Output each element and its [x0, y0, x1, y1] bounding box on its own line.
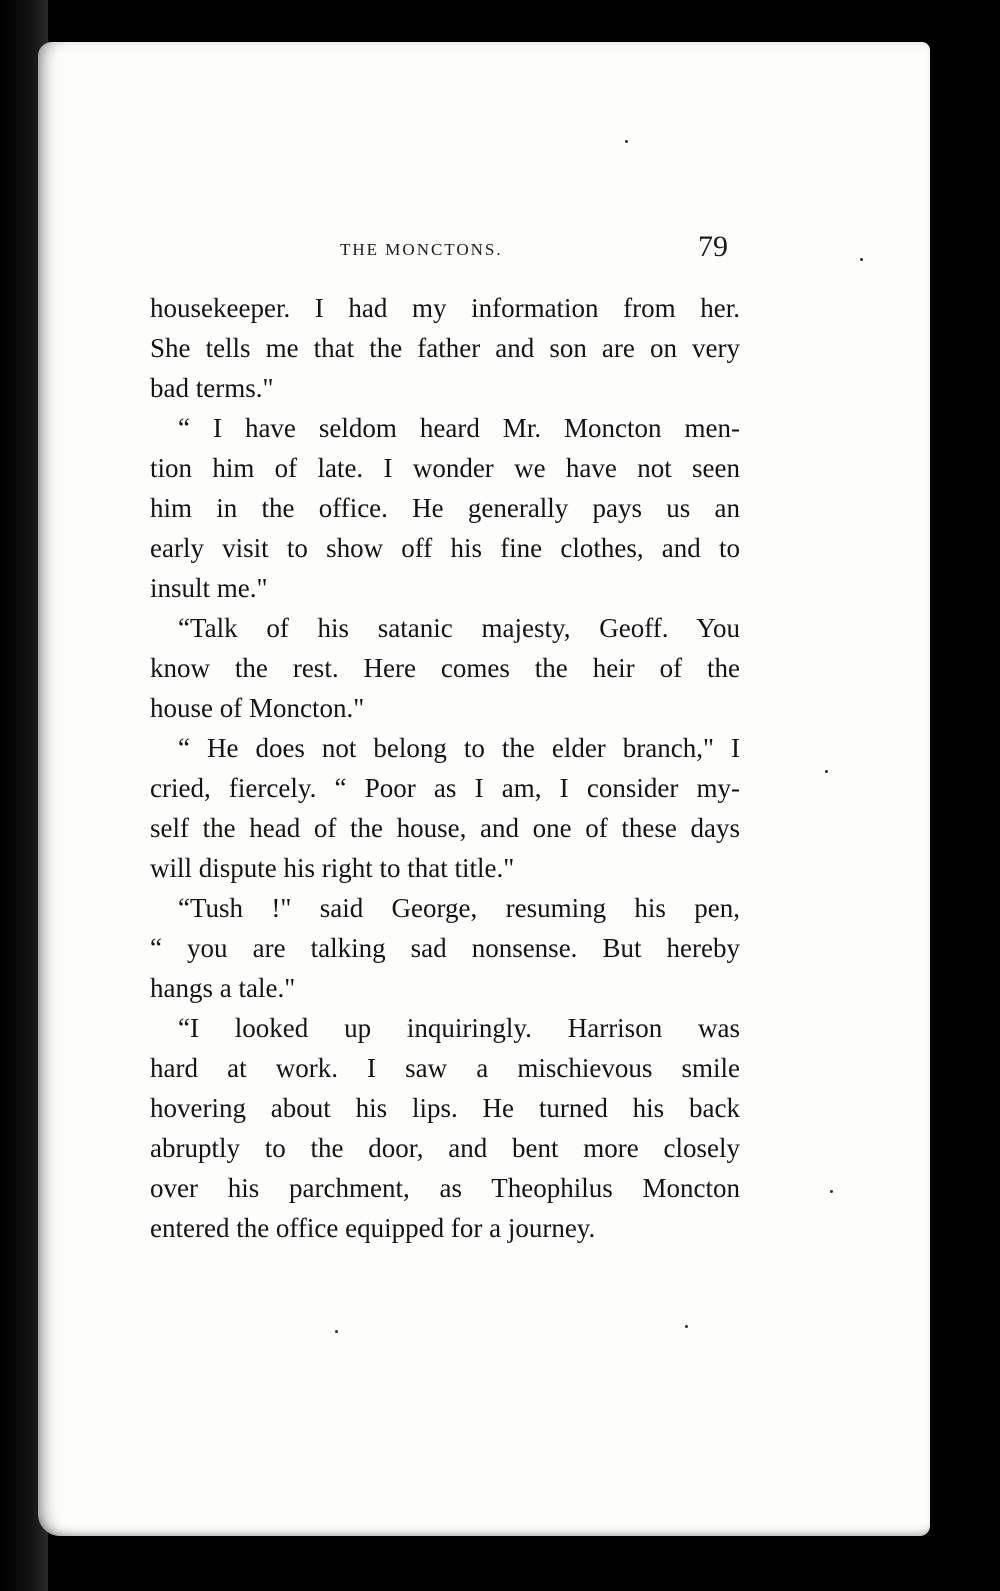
text-line: abruptly to the door, and bent more closely	[150, 1133, 740, 1163]
text-line: bad terms."	[150, 373, 274, 403]
text-line: hard at work. I saw a mischievous smile	[150, 1053, 740, 1083]
text-line: “ He does not belong to the elder branch," I	[178, 733, 740, 763]
print-speck	[625, 140, 628, 143]
text-line: hovering about his lips. He turned his back	[150, 1093, 740, 1123]
print-speck	[685, 1325, 688, 1328]
text-line: will dispute his right to that title."	[150, 853, 515, 883]
body-text	[150, 288, 740, 1248]
text-line: over his parchment, as Theophilus Moncton	[150, 1173, 740, 1203]
text-line: “ you are talking sad nonsense. But hereby	[150, 933, 740, 963]
print-speck	[335, 1330, 338, 1333]
text-line: insult me."	[150, 573, 268, 603]
text-line: entered the office equipped for a journey.	[150, 1213, 596, 1243]
print-speck	[830, 1190, 833, 1193]
print-speck	[825, 770, 828, 773]
text-line: know the rest. Here comes the heir of the	[150, 653, 740, 683]
text-line: tion him of late. I wonder we have not seen	[150, 453, 740, 483]
page-header	[150, 232, 740, 272]
text-line: self the head of the house, and one of these days	[150, 813, 740, 843]
text-line: She tells me that the father and son are on very	[150, 333, 740, 363]
text-line: him in the office. He generally pays us an	[150, 493, 740, 523]
text-line: hangs a tale."	[150, 973, 296, 1003]
text-line: cried, fiercely. “ Poor as I am, I consider my-	[150, 773, 740, 803]
print-speck	[860, 258, 863, 261]
text-line: “I looked up inquiringly. Harrison was	[178, 1013, 740, 1043]
text-line: early visit to show off his fine clothes, and to	[150, 533, 740, 563]
text-line: “Tush !" said George, resuming his pen,	[178, 893, 740, 923]
text-line: “Talk of his satanic majesty, Geoff. You	[178, 613, 740, 643]
running-title: THE MONCTONS.	[340, 240, 503, 259]
text-line: “ I have seldom heard Mr. Moncton men-	[178, 413, 740, 443]
text-line: house of Moncton."	[150, 693, 365, 723]
text-line: housekeeper. I had my information from her.	[150, 293, 740, 323]
page-number: 79	[698, 230, 728, 263]
